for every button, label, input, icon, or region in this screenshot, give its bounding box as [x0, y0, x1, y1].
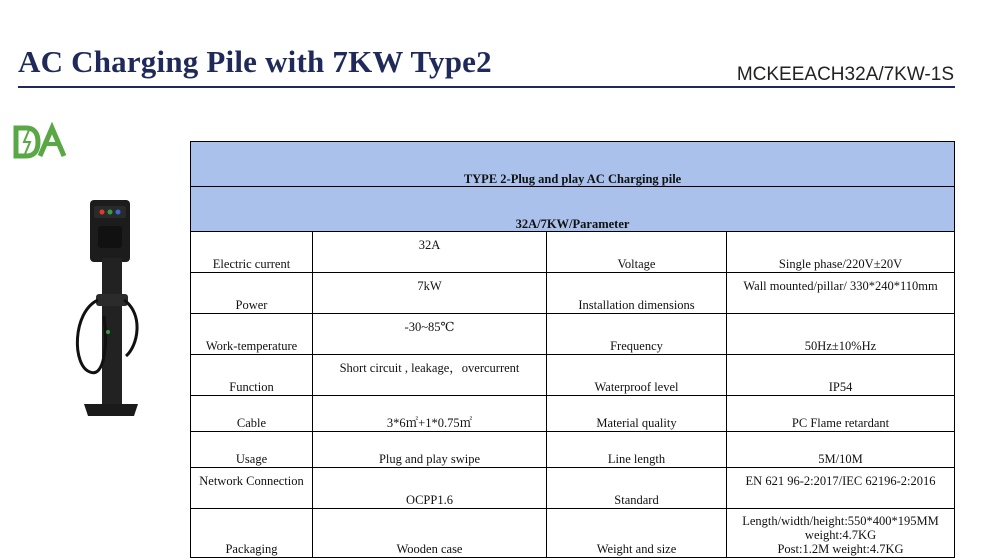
param-label: Packaging — [191, 509, 313, 558]
param-value: OCPP1.6 — [313, 468, 547, 509]
param-value: Wall mounted/pillar/ 330*240*110mm — [727, 273, 955, 314]
table-row — [191, 396, 955, 432]
param-label: Weight and size — [547, 509, 727, 558]
param-label: Material quality — [547, 396, 727, 432]
param-value: 3*6㎡+1*0.75㎡ — [313, 396, 547, 432]
table-row — [191, 232, 955, 273]
table-row — [191, 314, 955, 355]
param-label: Work-temperature — [191, 314, 313, 355]
table-row — [191, 468, 955, 509]
param-value: Short circuit , leakage，overcurrent — [313, 355, 547, 396]
table-subheading: 32A/7KW/Parameter — [191, 187, 955, 232]
spec-table — [190, 141, 955, 558]
company-logo — [12, 122, 76, 166]
page-title: AC Charging Pile with 7KW Type2 — [18, 44, 492, 79]
param-value: 50Hz±10%Hz — [727, 314, 955, 355]
table-row — [191, 432, 955, 468]
param-value: Wooden case — [313, 509, 547, 558]
param-value: PC Flame retardant — [727, 396, 955, 432]
param-label: Standard — [547, 468, 727, 509]
param-label: Frequency — [547, 314, 727, 355]
param-label: Electric current — [191, 232, 313, 273]
param-label: Cable — [191, 396, 313, 432]
table-row — [191, 355, 955, 396]
param-label: Network Connection — [191, 468, 313, 509]
param-label: Voltage — [547, 232, 727, 273]
charging-pile-image — [68, 196, 148, 421]
param-value: 32A — [313, 232, 547, 273]
table-row — [191, 509, 955, 558]
param-value-line: Post:1.2M weight:4.7KG — [777, 542, 904, 556]
param-label: Waterproof level — [547, 355, 727, 396]
param-value: -30~85℃ — [313, 314, 547, 355]
param-value-line: Length/width/height:550*400*195MM — [742, 514, 939, 528]
param-value: Single phase/220V±20V — [727, 232, 955, 273]
param-value-line: weight:4.7KG — [804, 528, 877, 542]
table-heading: TYPE 2-Plug and play AC Charging pile — [191, 142, 955, 187]
param-value: EN 621 96-2:2017/IEC 62196-2:2016 — [727, 468, 955, 509]
param-label: Usage — [191, 432, 313, 468]
param-value: 5M/10M — [727, 432, 955, 468]
param-label: Power — [191, 273, 313, 314]
param-label: Line length — [547, 432, 727, 468]
param-value: 7kW — [313, 273, 547, 314]
title-underline — [18, 86, 955, 88]
param-label: Function — [191, 355, 313, 396]
param-value: Plug and play swipe — [313, 432, 547, 468]
param-label: Installation dimensions — [547, 273, 727, 314]
table-row — [191, 273, 955, 314]
model-number: MCKEEACH32A/7KW-1S — [736, 64, 954, 85]
param-value: IP54 — [727, 355, 955, 396]
param-value-multiline — [727, 509, 955, 558]
